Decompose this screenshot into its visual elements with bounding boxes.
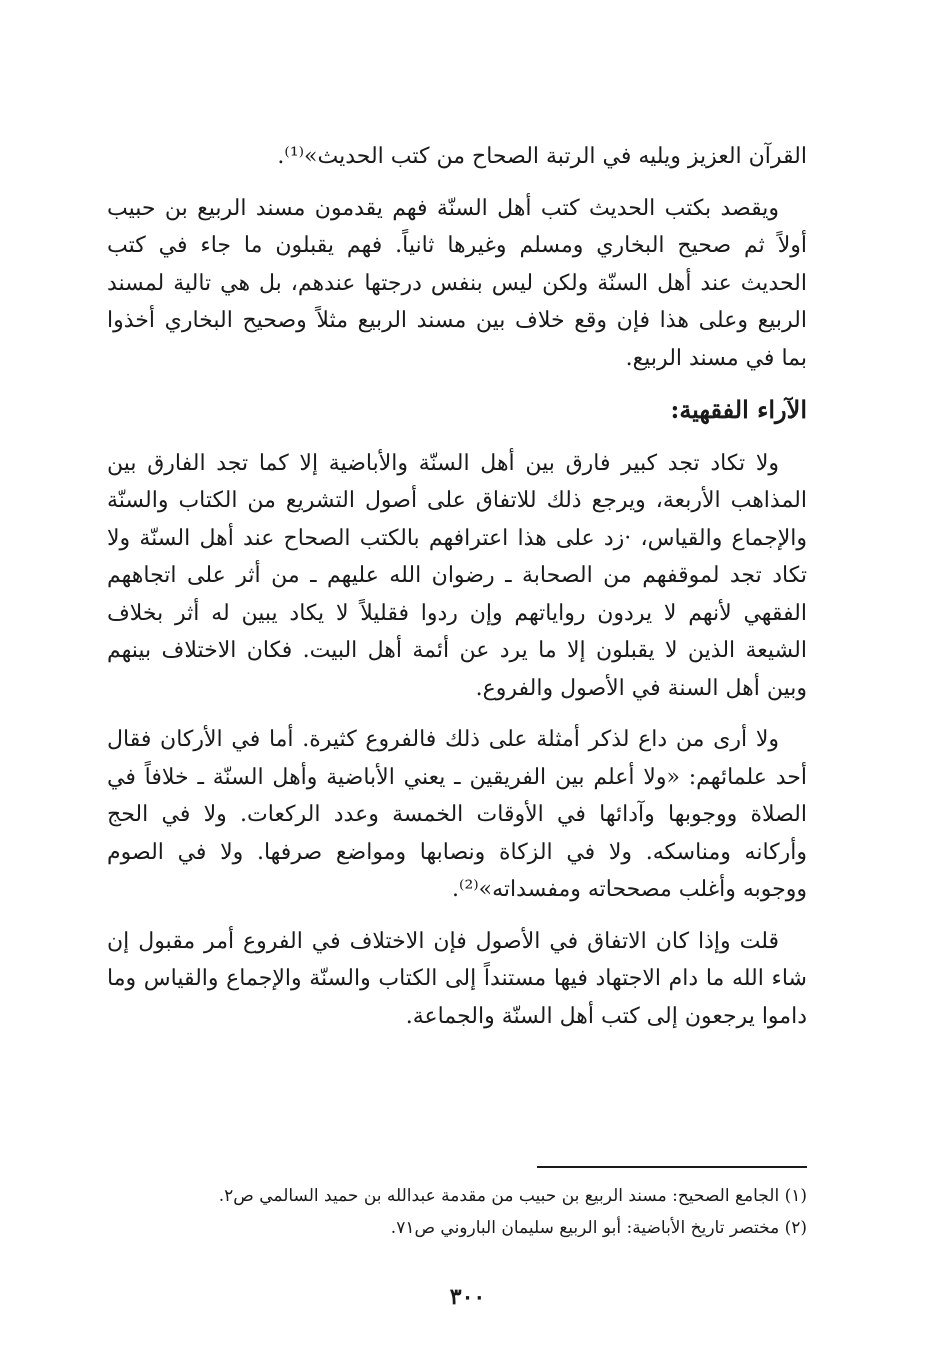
footnotes (107, 1180, 807, 1244)
paragraph-hadith-books: ويقصد بكتب الحديث كتب أهل السنّة فهم يقدمون مسند الربيع بن حبيب أولاً ثم صحيح البخاري ومسلم وغيرها ثانياً. فهم يقبلون ما جاء في كتب الحديث عند أهل السنّة ولكن ليس بنفس درجتها عندهم، بل هي تالية لمسند الربيع وعلى هذا فإن وقع خلاف بين مسند الربيع مثلاً وصحيح البخاري أخذوا بما في مسند الربيع. (107, 195, 807, 371)
footnote-divider (537, 1166, 807, 1168)
section-heading: الآراء الفقهية: (670, 395, 807, 424)
paragraph-fiqh-opinions: ولا تكاد تجد كبير فارق بين أهل السنّة والأباضية إلا كما تجد الفارق بين المذاهب الأربعة، ويرجع ذلك للاتفاق على أصول التشريع من الكتاب والسنّة والإجماع والقياس، ·زد على هذا اعترافهم بالكتب الصحاح عند أهل السنّة ولا تكاد تجد لموقفهم من الصحابة ـ رضوان الله عليهم ـ من أثر على اتجاههم الفقهي لأنهم لا يردون رواياتهم وإن ردوا فقليلاً لا يكاد يبين له أثر بخلاف الشيعة الذين لا يقبلون إلا ما يرد عن أئمة أهل البيت. فكان الاختلاف بينهم وبين أهل السنة في الأصول والفروع. (107, 450, 807, 701)
paragraph-conclusion: قلت وإذا كان الاتفاق في الأصول فإن الاختلاف في الفروع أمر مقبول إن شاء الله ما دام الاجتهاد فيها مستنداً إلى الكتاب والسنّة والإجماع والقياس وما داموا يرجعون إلى كتب أهل السنّة والجماعة. (107, 928, 807, 1029)
footnote-2: (٢) مختصر تاريخ الأباضية: أبو الربيع سليمان الباروني ص٧١. (390, 1218, 807, 1238)
paragraph-pillars: ولا أرى من داع لذكر أمثلة على ذلك فالفروع كثيرة. أما في الأركان فقال أحد علمائهم: «ولا أعلم بين الفريقين ـ يعني الأباضية وأهل السنّة ـ خلافاً في الصلاة ووجوبها وآدائها في الأوقات الخمسة وعدد الركعات. ولا في الحج وأركانه ومناسكه. ولا في الزكاة ونصابها ومواضع صرفها. ولا في الصوم ووجوبه وأغلب مصححاته ومفسداته»⁽²⁾. (107, 727, 807, 902)
page-number: ٣٠٠ (449, 1284, 486, 1310)
paragraph-continuation: القرآن العزيز ويليه في الرتبة الصحاح من كتب الحديث»⁽¹⁾. (277, 144, 807, 169)
main-text (107, 138, 807, 1049)
footnote-1: (١) الجامع الصحيح: مسند الربيع بن حبيب من مقدمة عبدالله بن حميد السالمي ص٢. (218, 1186, 807, 1206)
